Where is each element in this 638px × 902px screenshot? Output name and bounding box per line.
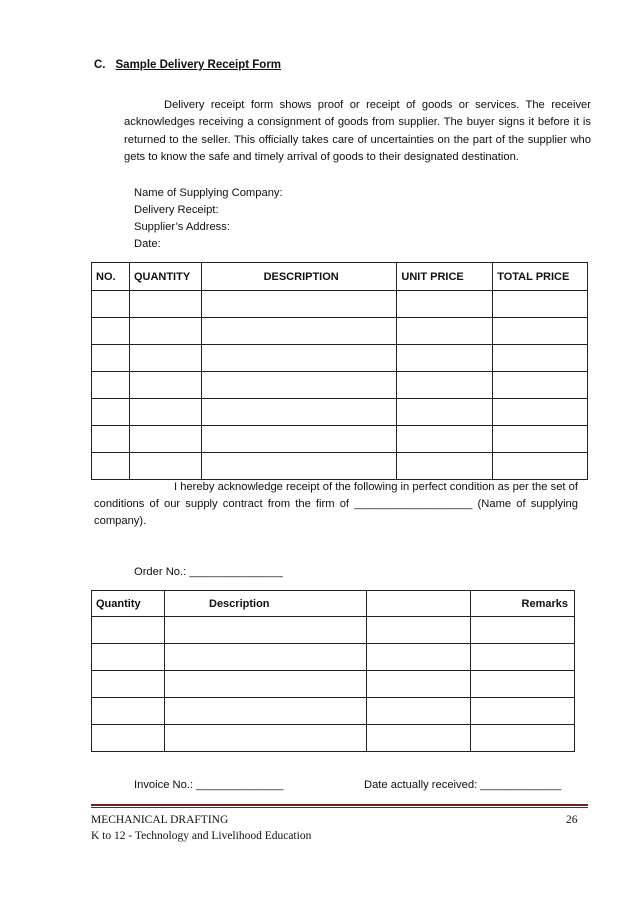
col-header-quantity: QUANTITY [129,263,201,291]
field-supplier-address: Supplier’s Address: [134,221,230,233]
table-cell[interactable] [367,725,471,752]
table-cell[interactable] [471,644,575,671]
col-header-no: NO. [92,263,130,291]
table-cell[interactable] [471,671,575,698]
col-header-quantity: Quantity [92,591,165,617]
col-header-remarks: Remarks [471,591,575,617]
footer-course: MECHANICAL DRAFTING [91,814,229,826]
table-row [92,698,575,725]
table-cell[interactable] [397,345,493,372]
table-cell[interactable] [471,617,575,644]
table-cell[interactable] [201,372,397,399]
section-letter: C. [94,59,106,71]
table-cell[interactable] [92,644,165,671]
col-header-unit-price: UNIT PRICE [397,263,493,291]
footer-rule [91,804,588,806]
order-number-field: Order No.: _______________ [134,566,283,578]
table-cell[interactable] [471,725,575,752]
table-cell[interactable] [92,617,165,644]
table-cell[interactable] [92,345,130,372]
table-cell[interactable] [397,291,493,318]
table-cell[interactable] [201,399,397,426]
table-cell[interactable] [493,399,588,426]
table-cell[interactable] [201,453,397,480]
table-row [92,453,588,480]
col-header-total-price: TOTAL PRICE [493,263,588,291]
acknowledgement-text: I hereby acknowledge receipt of the following in perfect condition as per the set of conditions of our supply contract from the firm of ___________________ (Name of supplying company). [94,481,578,527]
table-cell[interactable] [129,372,201,399]
table-row [92,345,588,372]
table-row [92,291,588,318]
field-supplying-company: Name of Supplying Company: [134,187,283,199]
table-cell[interactable] [92,318,130,345]
invoice-number-field: Invoice No.: ______________ [134,779,284,791]
table-cell[interactable] [367,671,471,698]
footer-program: K to 12 - Technology and Livelihood Education [91,830,312,842]
table-cell[interactable] [92,426,130,453]
col-header-blank [367,591,471,617]
table-cell[interactable] [129,291,201,318]
table-cell[interactable] [165,671,367,698]
table-cell[interactable] [493,318,588,345]
table-cell[interactable] [201,426,397,453]
table-cell[interactable] [92,399,130,426]
section-heading [94,59,281,71]
table-cell[interactable] [165,644,367,671]
table-cell[interactable] [129,453,201,480]
table-cell[interactable] [397,426,493,453]
table-cell[interactable] [201,318,397,345]
section-title: Sample Delivery Receipt Form [115,59,282,71]
table-cell[interactable] [92,453,130,480]
table-cell[interactable] [493,372,588,399]
table-cell[interactable] [129,345,201,372]
table-row [92,671,575,698]
table-cell[interactable] [493,345,588,372]
table-cell[interactable] [367,698,471,725]
table-row [92,318,588,345]
table-header-row [92,263,588,291]
table-cell[interactable] [201,291,397,318]
footer-rule-thin [91,807,588,808]
table-cell[interactable] [397,318,493,345]
table-cell[interactable] [165,725,367,752]
table-cell[interactable] [129,426,201,453]
intro-paragraph [124,97,591,166]
table-cell[interactable] [493,453,588,480]
table-cell[interactable] [397,372,493,399]
table-row [92,644,575,671]
field-date: Date: [134,238,161,250]
intro-text: Delivery receipt form shows proof or receipt of goods or services. The receiver acknowledges receiving a consignment of goods from supplier. The buyer signs it before it is returned to the seller. This officially takes care of uncertainties on the part of the supplier who gets to know the safe and timely arrival of goods to their designated destination. [124,99,591,163]
table-cell[interactable] [367,644,471,671]
table-header-row [92,591,575,617]
table-cell[interactable] [165,617,367,644]
table-cell[interactable] [92,291,130,318]
table-cell[interactable] [397,453,493,480]
date-received-field: Date actually received: _____________ [364,779,562,791]
table-cell[interactable] [92,698,165,725]
table-cell[interactable] [129,399,201,426]
acknowledgement-paragraph [94,479,578,530]
table-cell[interactable] [92,671,165,698]
receipt-fields [134,185,283,253]
table-cell[interactable] [493,291,588,318]
table-cell[interactable] [92,372,130,399]
table-cell[interactable] [471,698,575,725]
col-header-description: DESCRIPTION [201,263,397,291]
table-cell[interactable] [201,345,397,372]
field-delivery-receipt: Delivery Receipt: [134,204,219,216]
page-number: 26 [566,814,578,826]
table-cell[interactable] [129,318,201,345]
table-cell[interactable] [397,399,493,426]
delivery-items-table [91,262,588,480]
table-row [92,426,588,453]
table-cell[interactable] [367,617,471,644]
table-row [92,399,588,426]
table-cell[interactable] [493,426,588,453]
table-cell[interactable] [92,725,165,752]
table-row [92,372,588,399]
table-cell[interactable] [165,698,367,725]
remarks-table [91,590,575,752]
table-row [92,725,575,752]
col-header-description: Description [165,591,367,617]
table-row [92,617,575,644]
